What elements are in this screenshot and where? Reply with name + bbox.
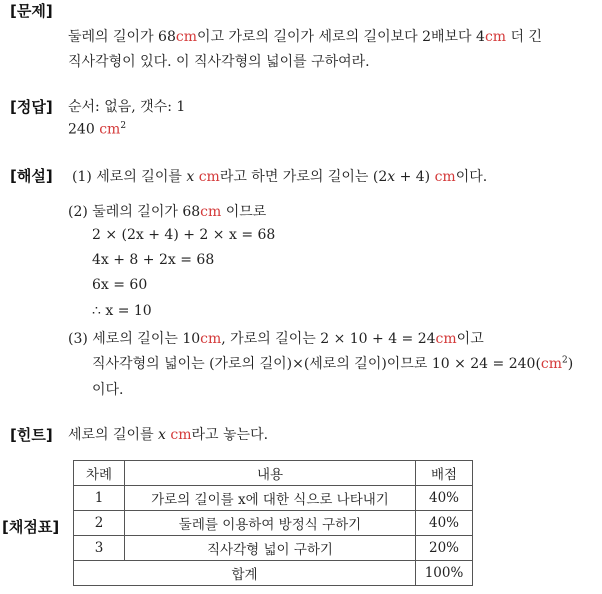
solution-step3c: 이다.: [92, 382, 124, 398]
header-order: 차례: [74, 461, 125, 486]
table-row: [74, 486, 473, 511]
problem-label: [문제]: [10, 2, 53, 20]
hint-label: [힌트]: [10, 426, 53, 444]
solution-step3b: 직사각형의 넓이는 (가로의 길이)×(세로의 길이)이므로 $10 \times 24 = 240(cm^2)$: [92, 355, 574, 372]
problem-text-line1: 둘레의 길이가 68cm이고 가로의 길이가 세로의 길이보다 2배보다 4cm 더 긴: [68, 29, 543, 45]
solution-label: [해설]: [10, 167, 53, 185]
row-number: 2: [74, 511, 125, 536]
solution-step3a: (3) 세로의 길이는 10cm, 가로의 길이는 2 × 10 + 4 = 24cm이고: [68, 331, 484, 347]
rubric-header-row: [74, 461, 473, 486]
header-content: 내용: [125, 461, 416, 486]
equation-3: 6x = 60: [92, 277, 148, 293]
row-content: 둘레를 이용하여 방정식 구하기: [125, 511, 416, 536]
row-score: 40%: [416, 511, 473, 536]
answer-meta: 순서: 없음, 갯수: 1: [68, 99, 186, 115]
equation-4: ∴ x = 10: [92, 303, 152, 319]
answer-label: [정답]: [10, 98, 53, 116]
table-row: [74, 511, 473, 536]
equation-2: 4x + 8 + 2x = 68: [92, 252, 215, 268]
header-score: 배점: [416, 461, 473, 486]
equation-1: 2 × (2x + 4) + 2 × x = 68: [92, 227, 276, 243]
rubric-label: [채점표]: [2, 518, 60, 536]
row-score: 40%: [416, 486, 473, 511]
problem-text-line2: 직사각형이 있다. 이 직사각형의 넓이를 구하여라.: [68, 54, 370, 70]
row-content: 가로의 길이를 x에 대한 식으로 나타내기: [125, 486, 416, 511]
total-score: 100%: [416, 561, 473, 586]
answer-value: 240 $cm^2$: [68, 121, 127, 138]
table-row: [74, 536, 473, 561]
total-row: [74, 561, 473, 586]
solution-step1: (1) 세로의 길이를 x cm라고 하면 가로의 길이는 (2x + 4) cm이다.: [72, 169, 488, 185]
solution-step2: (2) 둘레의 길이가 68cm 이므로: [68, 204, 267, 220]
row-score: 20%: [416, 536, 473, 561]
hint-text: 세로의 길이를 x cm라고 놓는다.: [68, 427, 269, 443]
row-content: 직사각형 넓이 구하기: [125, 536, 416, 561]
row-number: 1: [74, 486, 125, 511]
total-label: 합계: [74, 561, 416, 586]
rubric-table: [73, 460, 473, 586]
row-number: 3: [74, 536, 125, 561]
